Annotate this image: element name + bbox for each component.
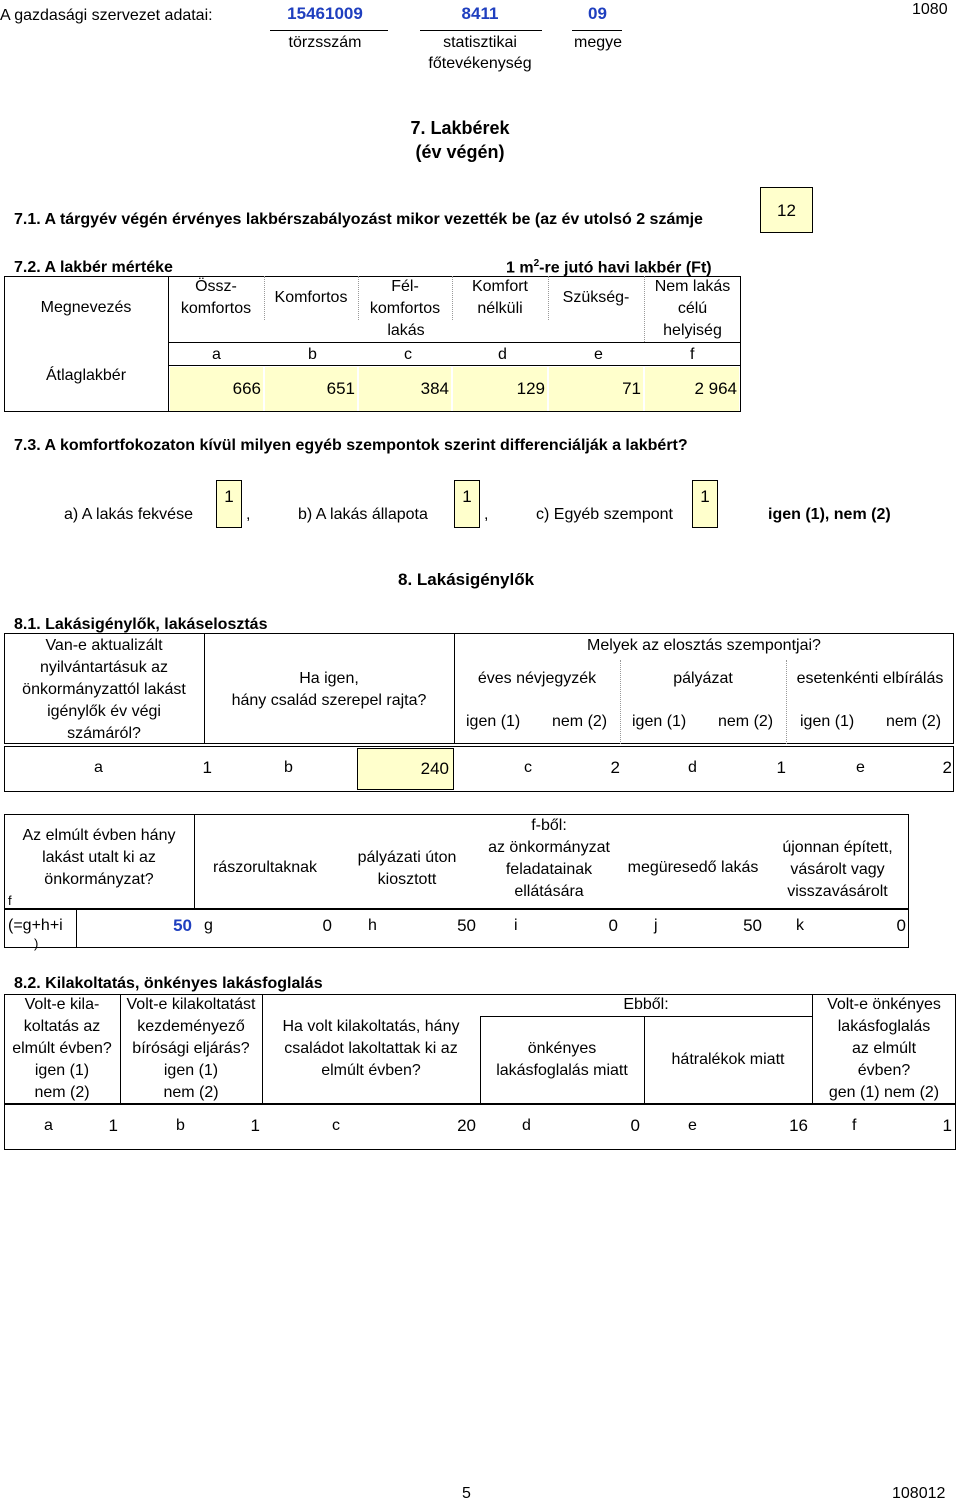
q81-col1-line2: nyilvántartásuk az: [39, 659, 169, 676]
q81-value-row: [4, 746, 954, 792]
q82-letter-e: e: [688, 1117, 697, 1134]
section-8-title: 8. Lakásigénylők: [398, 570, 535, 589]
alloc-formula-close: ): [34, 936, 39, 951]
alloc-value-g[interactable]: 0: [322, 916, 332, 935]
rent-value-a[interactable]: 666: [170, 367, 263, 411]
alloc-question-2: lakást utalt ki az: [42, 849, 156, 866]
q82-value-e[interactable]: 16: [789, 1116, 808, 1135]
q82-c6-line5: gen (1) nem (2): [828, 1084, 940, 1101]
rent-value-e[interactable]: 71: [549, 367, 643, 411]
q81-szempont-header: Melyek az elosztás szempontjai?: [587, 637, 821, 654]
comma-1: ,: [246, 506, 251, 523]
q82-letter-b: b: [176, 1117, 185, 1134]
q81-letter-a: a: [94, 759, 103, 776]
q81-nem-2: nem (2): [718, 713, 774, 730]
q81-igen-3: igen (1): [800, 713, 855, 730]
col-komfortnelkuli-2: nélküli: [477, 300, 523, 317]
alloc-ujonnan-3: visszavásárolt: [787, 883, 888, 900]
q81-col1-line4: igénylők év végi: [47, 703, 161, 720]
col-nemlakas-2: célú: [677, 300, 708, 317]
torzsszam-label: törzsszám: [288, 34, 362, 51]
alloc-value-f[interactable]: 50: [173, 916, 192, 935]
col-letter-e: e: [594, 346, 603, 363]
q82-c3-line2: családot lakoltattak ki az: [284, 1040, 458, 1057]
q73-a-label: a) A lakás fekvése: [64, 506, 193, 523]
alloc-value-k[interactable]: 0: [896, 916, 906, 935]
alloc-ujonnan-2: vásárolt vagy: [790, 861, 885, 878]
megye-label: megye: [574, 34, 622, 51]
org-label: A gazdasági szervezet adatai:: [0, 7, 213, 24]
q82-value-c[interactable]: 20: [457, 1116, 476, 1135]
q81-value-b[interactable]: 240: [357, 748, 454, 790]
q81-col1-line3: önkormányzattól lakást: [22, 681, 186, 698]
q81-value-a[interactable]: 1: [202, 758, 212, 777]
q82-ebbol: Ebből:: [623, 996, 669, 1013]
col-letter-c: c: [404, 346, 412, 363]
q82-c6-line3: az elmúlt: [851, 1040, 917, 1057]
col-lakas: lakás: [387, 322, 425, 339]
col-osszkomfortos-1: Össz-: [195, 278, 237, 295]
q81-letter-d: d: [688, 759, 697, 776]
q82-letter-a: a: [44, 1117, 53, 1134]
q81-col2-line1: Ha igen,: [299, 670, 359, 687]
col-komfortnelkuli-1: Komfort: [471, 278, 528, 295]
col-letter-d: d: [498, 346, 507, 363]
q81-col1-line5: számáról?: [67, 725, 141, 742]
q81-esetenkenti-header: esetenkénti elbírálás: [796, 670, 944, 687]
q82-onkenyes-1: önkényes: [527, 1040, 597, 1057]
stat-code-value: 8411: [461, 4, 499, 23]
q82-letter-c: c: [332, 1117, 340, 1134]
q82-c2-line2: kezdeményező: [137, 1018, 245, 1035]
q81-nem-1: nem (2): [552, 713, 608, 730]
rent-value-c[interactable]: 384: [359, 367, 451, 411]
q82-value-row: [4, 1104, 956, 1150]
comma-2: ,: [484, 506, 489, 523]
q81-col1-line1: Van-e aktualizált: [45, 637, 163, 654]
alloc-raszorult: rászorultaknak: [212, 859, 318, 876]
col-felkomfortos-2: komfortos: [369, 300, 441, 317]
form-code: 1080: [912, 1, 948, 18]
q82-c2-line3: bírósági eljárás?: [132, 1040, 250, 1057]
alloc-f-label: f: [8, 893, 12, 908]
q73-c-label: c) Egyéb szempont: [536, 506, 673, 523]
rent-value-f[interactable]: 2 964: [645, 367, 739, 411]
rent-value-b[interactable]: 651: [265, 367, 357, 411]
q82-c2-line1: Volt-e kilakoltatást: [126, 996, 256, 1013]
alloc-formula: (=g+h+i: [8, 917, 63, 934]
alloc-onk-1: az önkormányzat: [488, 839, 610, 856]
q82-c2-line4: igen (1): [163, 1062, 219, 1079]
page-number: 5: [462, 1485, 471, 1502]
q72-title: 7.2. A lakbér mértéke: [14, 259, 173, 276]
q82-c1-line4: igen (1): [34, 1062, 90, 1079]
alloc-onk-3: ellátására: [514, 883, 584, 900]
q73-c-field[interactable]: 1: [692, 480, 718, 528]
q81-title: 8.1. Lakásigénylők, lakáselosztás: [14, 616, 268, 633]
q73-a-field[interactable]: 1: [216, 480, 242, 528]
q82-value-f[interactable]: 1: [942, 1116, 952, 1135]
q73-b-field[interactable]: 1: [454, 480, 480, 528]
col-letter-b: b: [308, 346, 317, 363]
alloc-value-j[interactable]: 50: [743, 916, 762, 935]
alloc-letter-i: i: [514, 917, 518, 934]
alloc-onk-2: feladatainak: [505, 861, 593, 878]
q81-igen-2: igen (1): [632, 713, 687, 730]
q73-title: 7.3. A komfortfokozaton kívül milyen egyéb szempontok szerint differenciálják a lakbért?: [14, 437, 688, 454]
q82-onkenyes-2: lakásfoglalás miatt: [496, 1062, 628, 1079]
alloc-palyazati-1: pályázati úton: [357, 849, 457, 866]
q82-c3-line1: Ha volt kilakoltatás, hány: [282, 1018, 460, 1035]
alloc-letter-h: h: [368, 917, 377, 934]
q81-igen-1: igen (1): [466, 713, 521, 730]
q71-text: 7.1. A tárgyév végén érvényes lakbérszabályozást mikor vezették be (az év utolsó 2 számje: [14, 211, 703, 228]
q82-c1-line5: nem (2): [34, 1084, 90, 1101]
col-felkomfortos-1: Fél-: [391, 278, 419, 295]
q81-letter-e: e: [856, 759, 865, 776]
alloc-value-h[interactable]: 50: [457, 916, 476, 935]
alloc-letter-j: j: [654, 917, 658, 934]
torzsszam-value: 15461009: [287, 4, 363, 23]
alloc-ujonnan-1: újonnan épített,: [782, 839, 893, 856]
q82-c1-line3: elmúlt évben?: [12, 1040, 112, 1057]
q71-year-field[interactable]: 12: [760, 187, 813, 233]
q82-c6-line1: Volt-e önkényes: [827, 996, 941, 1013]
q81-value-e[interactable]: 2: [942, 758, 952, 777]
q81-eves-header: éves névjegyzék: [477, 670, 597, 687]
q82-letter-d: d: [522, 1117, 531, 1134]
q72-rowlabel: Átlaglakbér: [45, 367, 127, 384]
col-nemlakas-1: Nem lakás: [654, 278, 731, 295]
col-helyiseg: helyiség: [663, 322, 722, 339]
alloc-question-3: önkormányzat?: [44, 871, 154, 888]
q82-c6-line4: évben?: [857, 1062, 911, 1079]
page-subtitle: (év végén): [415, 142, 505, 162]
q82-title: 8.2. Kilakoltatás, önkényes lakásfoglalás: [14, 975, 323, 992]
q81-letter-c: c: [524, 759, 532, 776]
col-letter-f: f: [690, 346, 695, 363]
col-letter-a: a: [212, 346, 221, 363]
q81-nem-3: nem (2): [886, 713, 942, 730]
megye-code-value: 09: [588, 4, 607, 23]
rent-value-d[interactable]: 129: [453, 367, 547, 411]
q82-c2-line5: nem (2): [163, 1084, 219, 1101]
q72-rowhead: Megnevezés: [40, 299, 132, 316]
q81-value-d[interactable]: 1: [776, 758, 786, 777]
footer-code: 108012: [892, 1485, 946, 1502]
q82-letter-f: f: [852, 1117, 857, 1134]
stat-label-2: főtevékenység: [428, 55, 532, 72]
q81-col2-line2: hány család szerepel rajta?: [231, 692, 427, 709]
q82-value-b[interactable]: 1: [250, 1116, 260, 1135]
q72-unit: 1 $m^2-re$ jutó havi lakbér (Ft): [506, 258, 712, 277]
q81-palyazat-header: pályázat: [673, 670, 733, 687]
page-title: 7. Lakbérek: [410, 118, 510, 138]
alloc-question-1: Az elmúlt évben hány: [22, 827, 176, 844]
q82-hatralek: hátralékok miatt: [671, 1051, 785, 1068]
alloc-value-i[interactable]: 0: [608, 916, 618, 935]
alloc-fbol: f-ből:: [531, 817, 567, 834]
q82-c6-line2: lakásfoglalás: [837, 1018, 931, 1035]
q81-letter-b: b: [284, 759, 293, 776]
col-osszkomfortos-2: komfortos: [180, 300, 252, 317]
col-komfortos: Komfortos: [274, 289, 348, 306]
alloc-megurult: megüresedő lakás: [627, 859, 759, 876]
q81-value-c[interactable]: 2: [610, 758, 620, 777]
alloc-palyazati-2: kiosztott: [377, 871, 437, 888]
alloc-letter-k: k: [796, 917, 804, 934]
q82-c1-line2: koltatás az: [23, 1018, 101, 1035]
q82-c1-line1: Volt-e kila-: [24, 996, 100, 1013]
alloc-letter-g: g: [204, 917, 213, 934]
col-szukseg: Szükség-: [562, 289, 630, 306]
q73-b-label: b) A lakás állapota: [298, 506, 428, 523]
q82-value-d[interactable]: 0: [630, 1116, 640, 1135]
q82-c3-line3: elmúlt évben?: [321, 1062, 421, 1079]
q73-legend: igen (1), nem (2): [768, 506, 891, 523]
q82-value-a[interactable]: 1: [108, 1116, 118, 1135]
stat-label-1: statisztikai: [443, 34, 517, 51]
